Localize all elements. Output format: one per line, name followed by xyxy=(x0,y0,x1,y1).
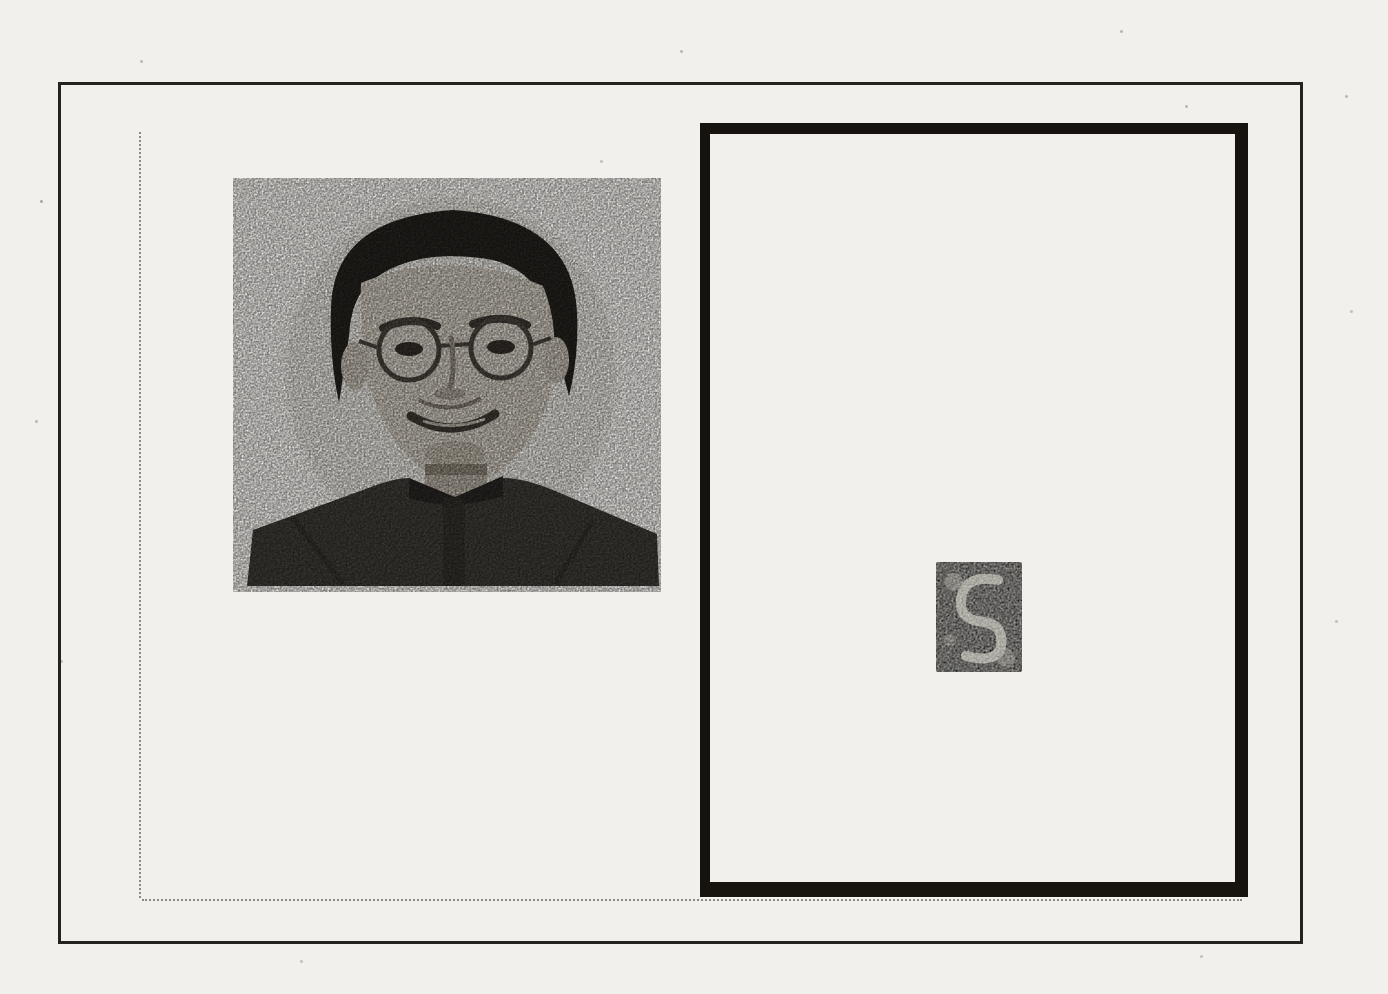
scan-speckles xyxy=(40,200,43,203)
border-strip-left xyxy=(102,138,138,896)
trademark-seal xyxy=(936,562,1022,677)
portrait-photo xyxy=(233,178,661,603)
portrait-svg xyxy=(233,178,661,598)
dotted-divider-bottom xyxy=(142,899,1242,901)
seal-svg xyxy=(936,562,1022,672)
mystery-word-panel xyxy=(700,123,1248,897)
dotted-divider-left xyxy=(139,132,141,898)
border-strip-right xyxy=(1262,140,1298,926)
